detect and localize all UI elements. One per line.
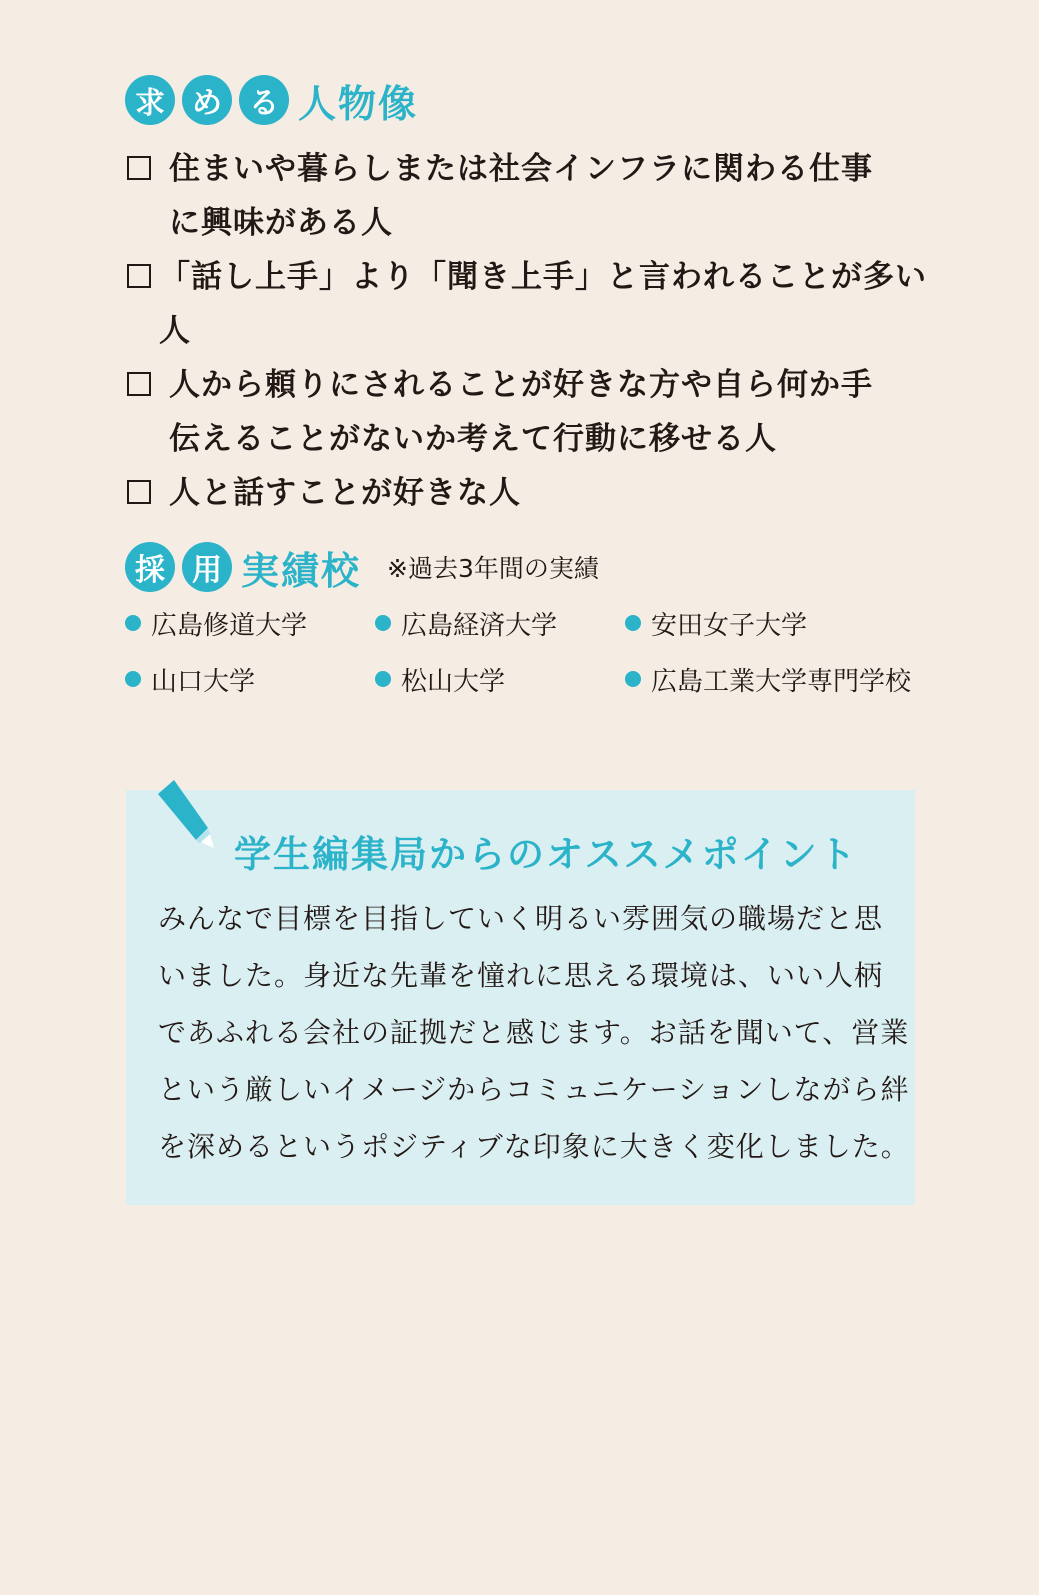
body-line: であふれる会社の証拠だと感じます。お話を聞いて、営業	[158, 1016, 910, 1049]
bullet-dot-icon	[625, 671, 641, 687]
checklist-item-line: 人から頼りにされることが好きな方や自ら何か手	[169, 367, 873, 403]
body-line: という厳しいイメージからコミュニケーションしながら絆	[158, 1073, 910, 1106]
heading-circle-char: 求	[125, 75, 175, 125]
school-item	[125, 659, 375, 699]
bullet-dot-icon	[125, 615, 141, 631]
heading-circle-char: め	[182, 75, 232, 125]
bullet-dot-icon	[125, 671, 141, 687]
schools-heading-text: 実績校	[241, 548, 362, 593]
bullet-dot-icon	[625, 615, 641, 631]
body-line: いました。身近な先輩を憧れに思える環境は、いい人柄	[158, 959, 884, 992]
recommend-title: 学生編集局からのオススメポイント	[234, 833, 858, 876]
persona-checklist	[125, 142, 955, 520]
persona-heading-text: 人物像	[298, 81, 419, 126]
school-name: 安田女子大学	[651, 610, 808, 641]
school-name: 広島工業大学専門学校	[651, 666, 912, 697]
heading-circle-char: 用	[182, 542, 232, 592]
recommend-box	[126, 790, 915, 1205]
persona-heading	[125, 74, 418, 126]
recommend-body	[158, 890, 910, 1175]
school-name: 松山大学	[401, 666, 506, 697]
heading-circle-char: 採	[125, 542, 175, 592]
school-item	[125, 603, 375, 643]
checklist-item	[125, 250, 955, 358]
checklist-item	[125, 358, 955, 466]
pencil-icon	[152, 778, 218, 858]
bullet-dot-icon	[375, 671, 391, 687]
school-item	[625, 603, 955, 643]
school-item	[625, 659, 955, 699]
schools-note: ※過去3年間の実績	[387, 554, 599, 583]
schools-heading	[125, 540, 599, 594]
schools-list	[125, 603, 955, 699]
checklist-item	[125, 142, 955, 250]
checklist-item-line: 「話し上手」より「聞き上手」と言われることが多い人	[159, 259, 927, 349]
school-item	[375, 659, 625, 699]
checklist-item	[125, 466, 955, 520]
checkbox-icon	[127, 264, 151, 288]
checkbox-icon	[127, 480, 151, 504]
school-item	[375, 603, 625, 643]
checklist-item-line: に興味がある人	[169, 205, 393, 241]
school-name: 広島修道大学	[151, 610, 308, 641]
checkbox-icon	[127, 156, 151, 180]
checklist-item-line: 住まいや暮らしまたは社会インフラに関わる仕事	[169, 151, 873, 187]
checklist-item-line: 伝えることがないか考えて行動に移せる人	[169, 421, 777, 457]
school-name: 山口大学	[151, 666, 256, 697]
checkbox-icon	[127, 372, 151, 396]
heading-circle-char: る	[239, 75, 289, 125]
body-line: みんなで目標を目指していく明るい雰囲気の職場だと思	[158, 902, 884, 935]
bullet-dot-icon	[375, 615, 391, 631]
body-line: を深めるというポジティブな印象に大きく変化しました。	[158, 1130, 910, 1163]
school-name: 広島経済大学	[401, 610, 558, 641]
checklist-item-line: 人と話すことが好きな人	[169, 475, 521, 511]
